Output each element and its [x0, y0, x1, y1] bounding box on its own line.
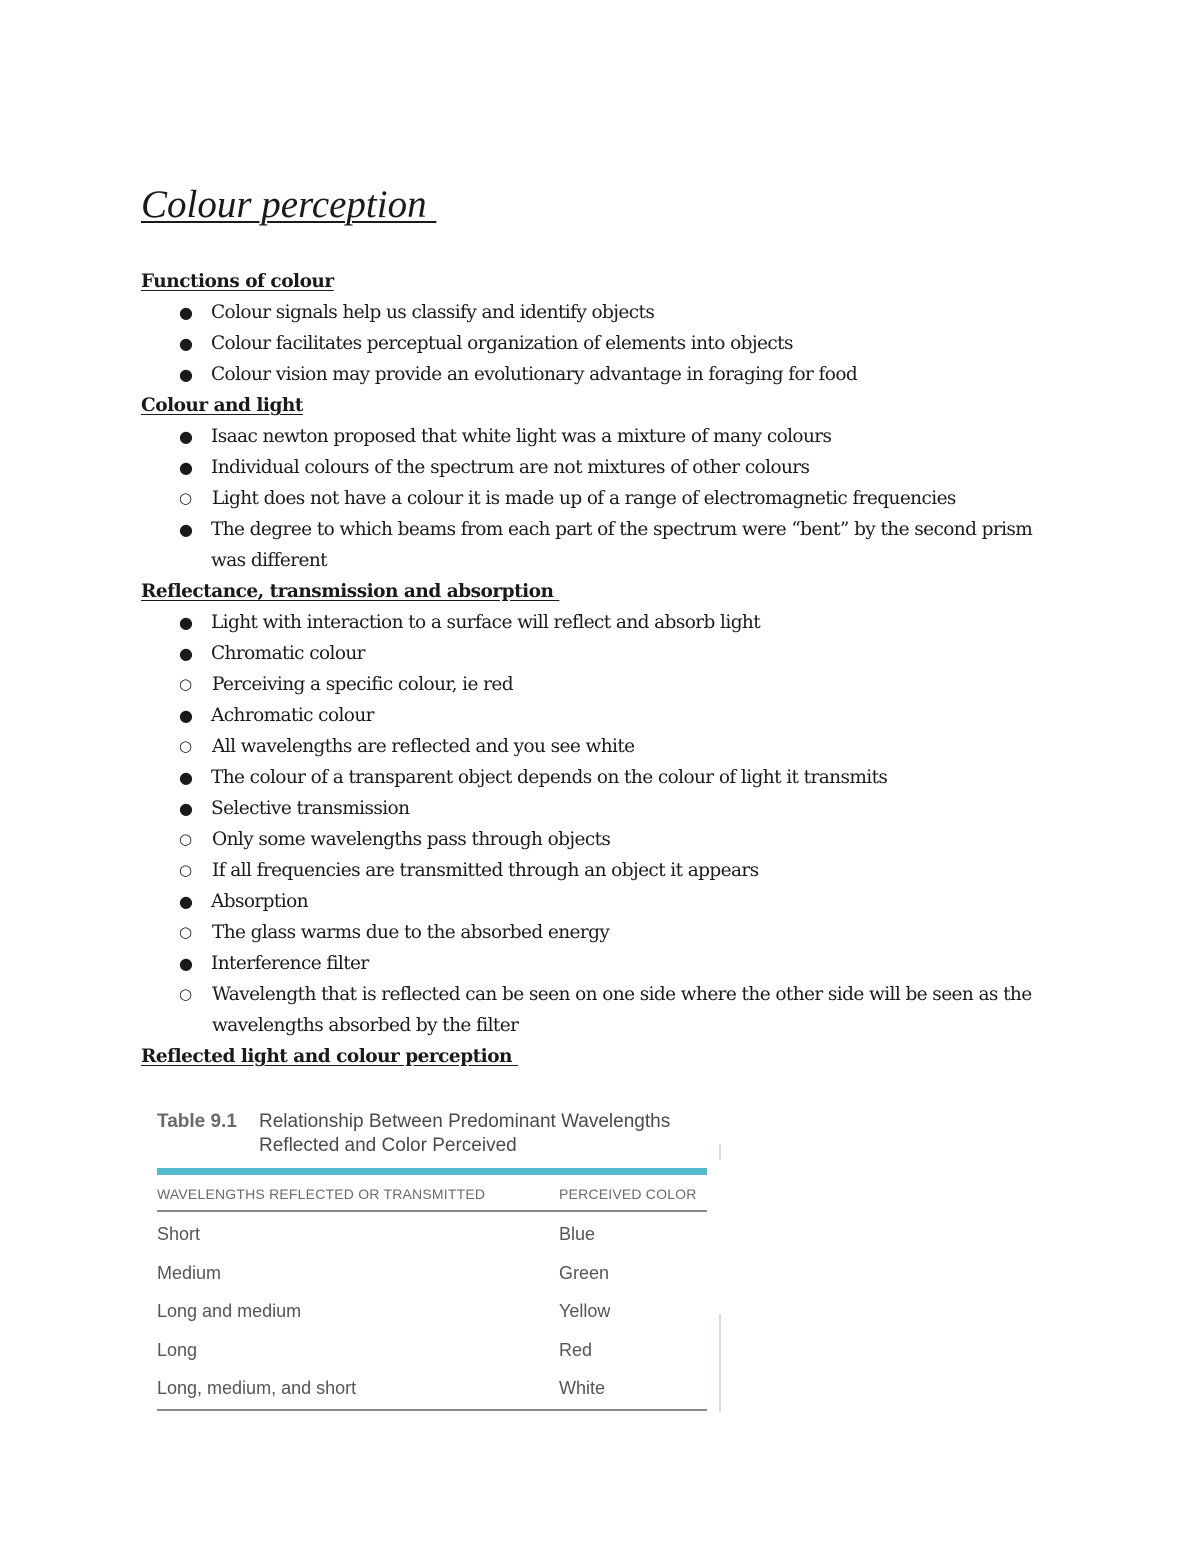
list-item: [141, 948, 1061, 1041]
section-heading: Reflectance, transmission and absorption: [141, 581, 560, 602]
sub-bullet-list: [141, 731, 1061, 762]
list-item-text: The colour of a transparent object depends on the colour of light it transmits: [211, 767, 888, 788]
list-item-text: Interference filter: [211, 953, 369, 974]
sub-list-item-text: The glass warms due to the absorbed energy: [212, 922, 610, 943]
list-item: [141, 452, 1061, 514]
table-row: [157, 1214, 707, 1253]
bullet-list: [141, 421, 1061, 576]
section-heading: Reflected light and colour perception: [141, 1046, 518, 1067]
table-cell-wavelengths: Short: [157, 1224, 201, 1244]
table-cell-wavelengths: Long and medium: [157, 1301, 302, 1322]
hollow-bullet-icon: ○: [179, 675, 192, 693]
sub-list-item: [141, 669, 1061, 700]
bullet-icon: ●: [179, 644, 193, 663]
image-edge-mark: [719, 1144, 721, 1160]
list-item: [141, 762, 1061, 793]
table-header-perceived-color: PERCEIVED COLOR: [559, 1186, 697, 1202]
sub-bullet-list: [141, 824, 1061, 886]
section-heading: Functions of colour: [141, 271, 334, 292]
table-figure: [157, 1110, 707, 1411]
list-item: [141, 328, 1061, 359]
bullet-icon: ●: [179, 303, 193, 322]
sub-list-item: [141, 917, 1061, 948]
table-header-row: [157, 1175, 707, 1212]
hollow-bullet-icon: ○: [179, 923, 192, 941]
bullet-icon: ●: [179, 954, 193, 973]
list-item: [141, 793, 1061, 886]
table-cell-perceived-color: Yellow: [559, 1301, 611, 1322]
list-item: [141, 638, 1061, 700]
bullet-icon: ●: [179, 706, 193, 725]
sub-list-item-text: Only some wavelengths pass through objects: [212, 829, 611, 850]
table-cell-wavelengths: Medium: [157, 1262, 222, 1283]
table-accent-rule: [157, 1168, 707, 1175]
image-edge-mark: [719, 1314, 721, 1412]
table-cell-perceived-color: Red: [559, 1339, 593, 1360]
bullet-icon: ●: [179, 334, 193, 353]
bullet-icon: ●: [179, 892, 193, 911]
bullet-list: [141, 607, 1061, 1041]
list-item-text: Achromatic colour: [211, 705, 374, 726]
bullet-icon: ●: [179, 427, 193, 446]
sub-list-item-text: Wavelength that is reflected can be seen on one side where the other side will be seen as the wavelengths absorbed by the filter: [212, 984, 1032, 1036]
hollow-bullet-icon: ○: [179, 861, 192, 879]
bullet-icon: ●: [179, 365, 193, 384]
table-cell-perceived-color: White: [559, 1378, 606, 1399]
list-item-text: Chromatic colour: [211, 643, 365, 664]
sub-list-item: [141, 731, 1061, 762]
list-item-text: Isaac newton proposed that white light was a mixture of many colours: [211, 426, 832, 447]
list-item: [141, 421, 1061, 452]
table-row: [157, 1368, 707, 1407]
table-figure-header: [157, 1110, 707, 1158]
table-figure-caption: Relationship Between Predominant Wavelengths Reflected and Color Perceived: [259, 1111, 671, 1156]
table-cell-wavelengths: Long, medium, and short: [157, 1378, 357, 1399]
list-item: [141, 514, 1061, 576]
bullet-list: [141, 297, 1061, 390]
table-cell-perceived-color: Blue: [559, 1224, 596, 1244]
list-item: [141, 297, 1061, 328]
sub-bullet-list: [141, 483, 1061, 514]
list-item: [141, 359, 1061, 390]
sub-bullet-list: [141, 979, 1061, 1041]
hollow-bullet-icon: ○: [179, 489, 192, 507]
sub-list-item-text: Perceiving a specific colour, ie red: [212, 674, 513, 695]
sub-list-item: [141, 483, 1061, 514]
table-body: [157, 1212, 707, 1411]
document-page: [141, 182, 1061, 1072]
table-cell-wavelengths: Long: [157, 1339, 198, 1360]
list-item: [141, 607, 1061, 638]
sub-list-item-text: All wavelengths are reflected and you see white: [212, 736, 635, 757]
list-item: [141, 700, 1061, 762]
sub-list-item-text: Light does not have a colour it is made up of a range of electromagnetic frequencies: [212, 488, 956, 509]
table-figure-number: Table 9.1: [157, 1111, 237, 1132]
bullet-icon: ●: [179, 520, 193, 539]
table-cell-perceived-color: Green: [559, 1262, 610, 1283]
sub-list-item: [141, 979, 1061, 1041]
bullet-icon: ●: [179, 768, 193, 787]
list-item-text: Selective transmission: [211, 798, 410, 819]
list-item-text: Colour vision may provide an evolutionary advantage in foraging for food: [211, 364, 858, 385]
sub-bullet-list: [141, 917, 1061, 948]
list-item-text: Light with interaction to a surface will reflect and absorb light: [211, 612, 761, 633]
table-row: [157, 1253, 707, 1292]
bullet-icon: ●: [179, 613, 193, 632]
sub-list-item-text: If all frequencies are transmitted through an object it appears: [212, 860, 759, 881]
table-row: [157, 1330, 707, 1369]
hollow-bullet-icon: ○: [179, 830, 192, 848]
sub-bullet-list: [141, 669, 1061, 700]
list-item-text: Absorption: [211, 891, 308, 912]
hollow-bullet-icon: ○: [179, 737, 192, 755]
document-title: Colour perception: [141, 183, 437, 226]
table-figure-image: [141, 1104, 723, 1414]
list-item-text: Individual colours of the spectrum are not mixtures of other colours: [211, 457, 810, 478]
section-heading: Colour and light: [141, 395, 303, 416]
document-body: [141, 266, 1061, 1072]
hollow-bullet-icon: ○: [179, 985, 192, 1003]
list-item: [141, 886, 1061, 948]
table-row: [157, 1291, 707, 1330]
list-item-text: Colour signals help us classify and identify objects: [211, 302, 655, 323]
table-header-wavelengths: WAVELENGTHS REFLECTED OR TRANSMITTED: [157, 1186, 486, 1202]
list-item-text: The degree to which beams from each part of the spectrum were “bent” by the second prism was different: [211, 519, 1033, 571]
bullet-icon: ●: [179, 799, 193, 818]
list-item-text: Colour facilitates perceptual organization of elements into objects: [211, 333, 793, 354]
sub-list-item: [141, 824, 1061, 855]
sub-list-item: [141, 855, 1061, 886]
bullet-icon: ●: [179, 458, 193, 477]
